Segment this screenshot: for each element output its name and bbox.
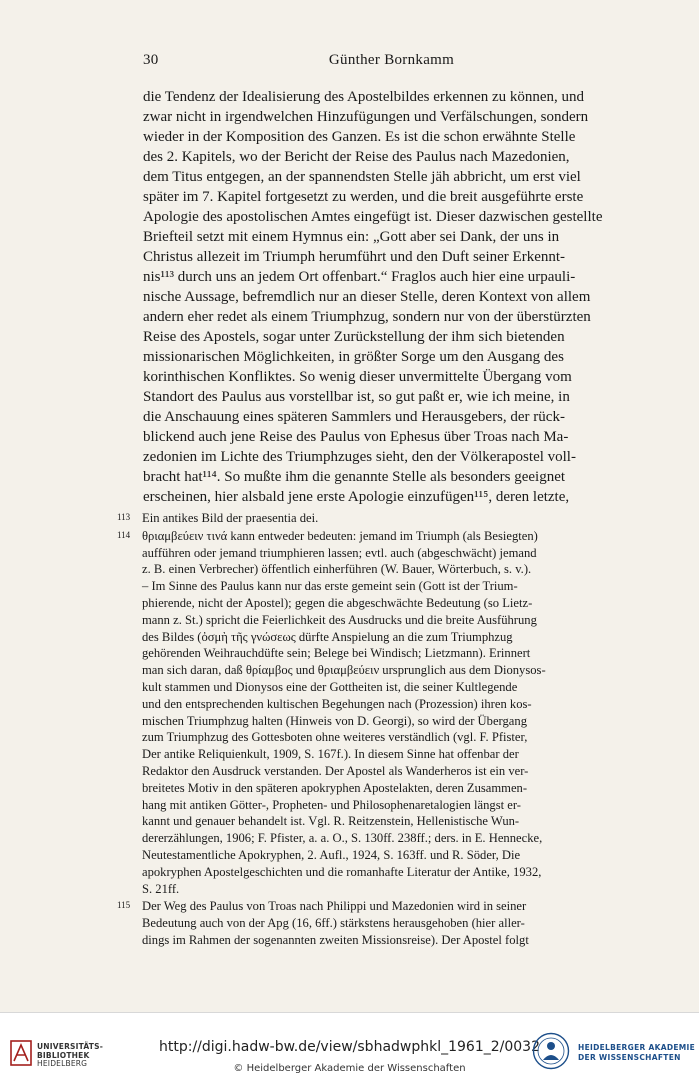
body-line: dem Titus entgegen, an der spannendsten Stelle jäh abbricht, um erst viel <box>143 169 581 185</box>
running-title: Günther Bornkamm <box>328 52 455 68</box>
footnote-line <box>117 864 640 881</box>
footnote-line <box>117 612 640 629</box>
body-text <box>143 87 640 507</box>
footnote-text: Der Weg des Paulus von Troas nach Philippi und Mazedonien wird in seiner <box>142 899 527 914</box>
akademie-name <box>578 1043 695 1063</box>
footnote-line <box>117 915 640 932</box>
body-line: andern eher redet als einem Triumphzug, sondern nur von der überstürzten <box>143 309 591 325</box>
footnote-line <box>117 830 640 847</box>
footnote-text: des Bildes (ὀσμὴ τῆς γνώσεως dürfte Anspielung an die zum Triumphzug <box>142 629 513 644</box>
body-line: des 2. Kapitels, wo der Bericht der Reise des Paulus nach Mazedonien, <box>143 149 570 165</box>
body-line: blickend auch jene Reise des Paulus von Ephesus über Troas nach Ma- <box>143 429 569 445</box>
body-line: korinthischen Konfliktes. So wenig dieser unvermittelte Übergang vom <box>143 369 572 385</box>
footnote-text: Redaktor den Ausdruck verstanden. Der Apostel als Wanderheros ist ein ver- <box>142 763 529 778</box>
footnote-line <box>117 595 640 612</box>
akademie-name-line: HEIDELBERGER AKADEMIE <box>578 1043 696 1052</box>
body-line: die Tendenz der Idealisierung des Apostelbildes erkennen zu können, und <box>143 89 585 105</box>
body-line: wieder in der Komposition des Ganzen. Es ist die schon erwähnte Stelle <box>143 129 576 145</box>
footnote-line <box>117 713 640 730</box>
body-line: die Anschauung eines späteren Sammlers und Herausgebers, der rück- <box>143 409 565 425</box>
footnote-text: S. 21ff. <box>142 881 180 896</box>
permalink-url[interactable]: http://digi.hadw-bw.de/view/sbhadwphkl_1961_2/0032 <box>158 1039 540 1055</box>
footnote-text: θριαμβεύειν τινά kann entweder bedeuten: jemand im Triumph (als Besiegten) <box>142 528 538 543</box>
footnote-line <box>117 897 640 915</box>
footnote-line <box>117 561 640 578</box>
footnote-text: Ein antikes Bild der praesentia dei. <box>142 511 319 525</box>
footnote-text: gehörenden Weihrauchdüfte sein; Belege bei Windisch; Lietzmann). Erinnert <box>142 646 531 661</box>
footnote-text: Neutestamentliche Apokryphen, 2. Aufl., 1924, S. 163ff. und R. Söder, Die <box>142 847 521 862</box>
body-line: Standort des Paulus aus vorstellbar ist, so gut paßt er, wie ich meine, in <box>143 389 570 405</box>
footnote-number: 113 <box>117 512 131 522</box>
body-line: missionarischen Möglichkeiten, in größter Sorge um den Ausgang des <box>143 349 564 365</box>
footnote-line <box>117 578 640 595</box>
footnote-text: phierende, nicht der Apostel); gegen die abgeschwächte Bedeutung (so Lietz- <box>142 595 533 610</box>
footnote-line <box>117 746 640 763</box>
footnote-text: hang mit antiken Götter-, Propheten- und Philosophenaretalogien längst er- <box>142 797 521 812</box>
body-line: Reise des Apostels, sogar unter Zurückstellung der ihm sich bietenden <box>143 329 565 345</box>
library-name-line: UNIVERSITÄTS- <box>37 1042 104 1051</box>
footnote-text: aufführen oder jemand triumphieren lassen; evtl. auch (abgeschwächt) jemand <box>142 545 537 560</box>
footnote-line <box>117 763 640 780</box>
footnote-text: Der antike Reliquienkult, 1909, S. 167f.). In diesem Sinne hat offenbar der <box>142 747 519 762</box>
footnote-text: und den entsprechenden kultischen Begehungen nach (Prozession) ihren kos- <box>142 696 532 711</box>
footnote-line <box>117 629 640 646</box>
body-line: nis¹¹³ durch uns an jedem Ort offenbart.“ Fraglos auch hier eine urpauli- <box>143 269 576 285</box>
page-number: 30 <box>143 52 159 68</box>
footnote-text: dings im Rahmen der sogenannten zweiten Missionsreise). Der Apostel folgt <box>142 932 529 947</box>
footnote-line <box>117 645 640 662</box>
body-line: zedonien im Lichte des Triumphzuges sieht, den der Völkerapostel voll- <box>143 449 576 465</box>
viewer-footer <box>0 1012 699 1083</box>
footnote-number: 114 <box>117 529 131 540</box>
library-name-line: BIBLIOTHEK <box>37 1050 90 1060</box>
footnote-text: kult stammen und Dionysos eine der Gottheiten ist, die seiner Kultlegende <box>142 679 518 694</box>
footnote-text: mischen Triumphzug halten (Hinweis von D. Georgi), so wird der Übergang <box>142 713 527 728</box>
footnote-number: 115 <box>117 900 131 911</box>
footnote-text: zum Triumphzug des Gottesboten ohne weiteres verständlich (vgl. F. Pfister, <box>142 730 528 745</box>
footnote-line <box>117 847 640 864</box>
footnote-text: mann z. St.) spricht die Feierlichkeit des Ausdrucks und die breite Ausführung <box>142 612 537 627</box>
copyright-notice: © Heidelberger Akademie der Wissenschaften <box>233 1063 466 1074</box>
akademie-name-line: DER WISSENSCHAFTEN <box>578 1053 681 1062</box>
footnote <box>117 527 640 898</box>
footnote-line <box>117 780 640 797</box>
footnote-line <box>117 729 640 746</box>
footnote-text: dererzählungen, 1906; F. Pfister, a. a. O., S. 130ff. 238ff.; ders. in E. Hennecke, <box>142 831 543 846</box>
footnote-line <box>117 696 640 713</box>
footnote-text: – Im Sinne des Paulus kann nur das erste gemeint sein (Gott ist der Trium- <box>142 579 518 594</box>
body-line: erscheinen, hier alsbald jene erste Apologie einzufügen¹¹⁵, deren letzte, <box>143 489 570 505</box>
footnote-text: man sich daran, daß θρίαμβος und θριαμβεύειν ursprunglich aus dem Dionysos- <box>142 663 546 678</box>
footnote-text: Bedeutung auch von der Apg (16, 6ff.) stärkstens herausgehoben (hier aller- <box>142 916 525 931</box>
footnote-text: apokryphen Apostelgeschichten und die romanhafte Literatur der Antike, 1932, <box>142 864 542 879</box>
footnote-text: z. B. einen Verbrecher) öffentlich einherführen (W. Bauer, Wörterbuch, s. v.). <box>142 562 532 577</box>
footnote-line <box>117 932 640 949</box>
body-line: zwar nicht in irgendwelchen Hinzufügungen und Verfälschungen, sondern <box>143 109 589 125</box>
footnote-line <box>117 509 640 527</box>
footnote <box>117 897 640 948</box>
body-line: nische Aussage, befremdlich nur an dieser Stelle, deren Kontext von allem <box>143 289 591 305</box>
footnote-line <box>117 662 640 679</box>
footnote <box>117 509 640 527</box>
footnotes <box>117 509 640 949</box>
body-line: bracht hat¹¹⁴. So mußte ihm die genannte Stelle als besonders geeignet <box>143 469 566 485</box>
footnote-line <box>117 813 640 830</box>
footnote-text: breitetes Motiv in den späteren apokryphen Apostelakten, deren Zusammen- <box>142 780 528 795</box>
body-line: Briefteil setzt mit einem Hymnus ein: „Gott aber sei Dank, der uns in <box>143 229 560 245</box>
footnote-line <box>117 881 640 898</box>
body-line: später im 7. Kapitel fortgesetzt zu werden, und die breit ausgeführte erste <box>143 189 584 205</box>
footnote-line <box>117 679 640 696</box>
page-header <box>143 52 640 72</box>
library-name-line: HEIDELBERG <box>37 1059 88 1068</box>
footnote-line <box>117 545 640 562</box>
footnote-line <box>117 527 640 545</box>
footnote-text: kannt und genauer behandelt ist. Vgl. R. Reitzenstein, Hellenistische Wun- <box>142 814 520 829</box>
footnote-line <box>117 797 640 814</box>
body-line: Apologie des apostolischen Amtes eingefügt ist. Dieser dazwischen gestellte <box>143 209 603 225</box>
akademie-seal-icon <box>532 1032 570 1070</box>
body-line: Christus allezeit im Triumph herumführt und den Duft seiner Erkennt- <box>143 249 566 265</box>
